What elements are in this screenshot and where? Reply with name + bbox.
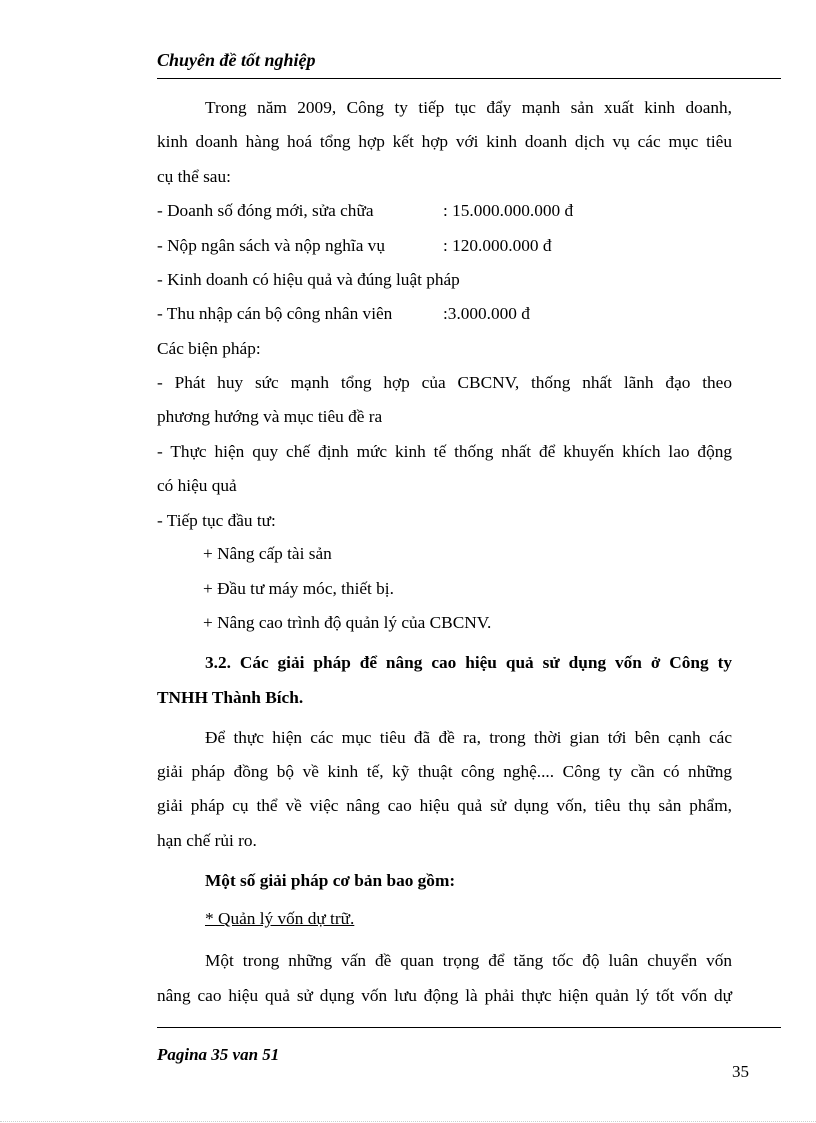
target-value: : 15.000.000.000 đ xyxy=(443,201,574,220)
reserve-para-line: nâng cao hiệu quả sử dụng vốn lưu động là phải thực hiện quản lý tốt vốn dự xyxy=(157,986,732,1005)
measure-line: - Tiếp tục đầu tư: xyxy=(157,511,276,530)
section-heading: 3.2. Các giải pháp để nâng cao hiệu quả sử dụng vốn ở Công ty xyxy=(205,653,732,672)
target-label: - Thu nhập cán bộ công nhân viên xyxy=(157,304,393,323)
document-body xyxy=(157,0,732,1123)
section-para-line: giải pháp cụ thể về việc nâng cao hiệu quả sử dụng vốn, tiêu thụ sản phẩm, xyxy=(157,796,732,815)
page-number: 35 xyxy=(732,1062,749,1081)
measures-heading: Các biện pháp: xyxy=(157,339,261,358)
header-title: Chuyên đề tốt nghiệp xyxy=(157,50,316,70)
target-value: : 120.000.000 đ xyxy=(443,236,552,255)
intro-line: cụ thể sau: xyxy=(157,167,231,186)
target-label: - Nộp ngân sách và nộp nghĩa vụ xyxy=(157,236,385,255)
footer-title: Pagina 35 van 51 xyxy=(157,1045,280,1064)
reserve-para-line: Một trong những vấn đề quan trọng để tăng tốc độ luân chuyển vốn xyxy=(205,951,732,970)
target-label: - Kinh doanh có hiệu quả và đúng luật pháp xyxy=(157,270,460,289)
section-para-line: hạn chế rủi ro. xyxy=(157,831,257,850)
investment-item: + Đầu tư máy móc, thiết bị. xyxy=(203,579,394,598)
footer-rule xyxy=(157,1027,781,1028)
investment-item: + Nâng cấp tài sản xyxy=(203,544,332,563)
reserve-heading-text: * Quản lý vốn dự trữ. xyxy=(205,909,355,928)
measure-line: có hiệu quả xyxy=(157,476,237,495)
measure-line: - Phát huy sức mạnh tổng hợp của CBCNV, thống nhất lãnh đạo theo xyxy=(157,373,732,392)
solutions-heading: Một số giải pháp cơ bản bao gồm: xyxy=(205,871,456,890)
target-label: - Doanh số đóng mới, sửa chữa xyxy=(157,201,374,220)
measure-line: - Thực hiện quy chế định mức kinh tế thống nhất để khuyến khích lao động xyxy=(157,442,732,461)
section-para-line: giải pháp đồng bộ về kinh tế, kỹ thuật công nghệ.... Công ty cần có những xyxy=(157,762,732,781)
page-edge-divider xyxy=(0,1121,816,1122)
target-value: :3.000.000 đ xyxy=(443,304,530,323)
intro-line: kinh doanh hàng hoá tổng hợp kết hợp với kinh doanh dịch vụ các mục tiêu xyxy=(157,132,732,151)
intro-line: Trong năm 2009, Công ty tiếp tục đẩy mạnh sản xuất kinh doanh, xyxy=(205,98,732,117)
investment-item: + Nâng cao trình độ quản lý của CBCNV. xyxy=(203,613,492,632)
reserve-heading xyxy=(157,908,732,930)
measure-line: phương hướng và mục tiêu đề ra xyxy=(157,407,383,426)
section-para-line: Để thực hiện các mục tiêu đã đề ra, trong thời gian tới bên cạnh các xyxy=(205,728,732,747)
section-heading: TNHH Thành Bích. xyxy=(157,688,304,707)
